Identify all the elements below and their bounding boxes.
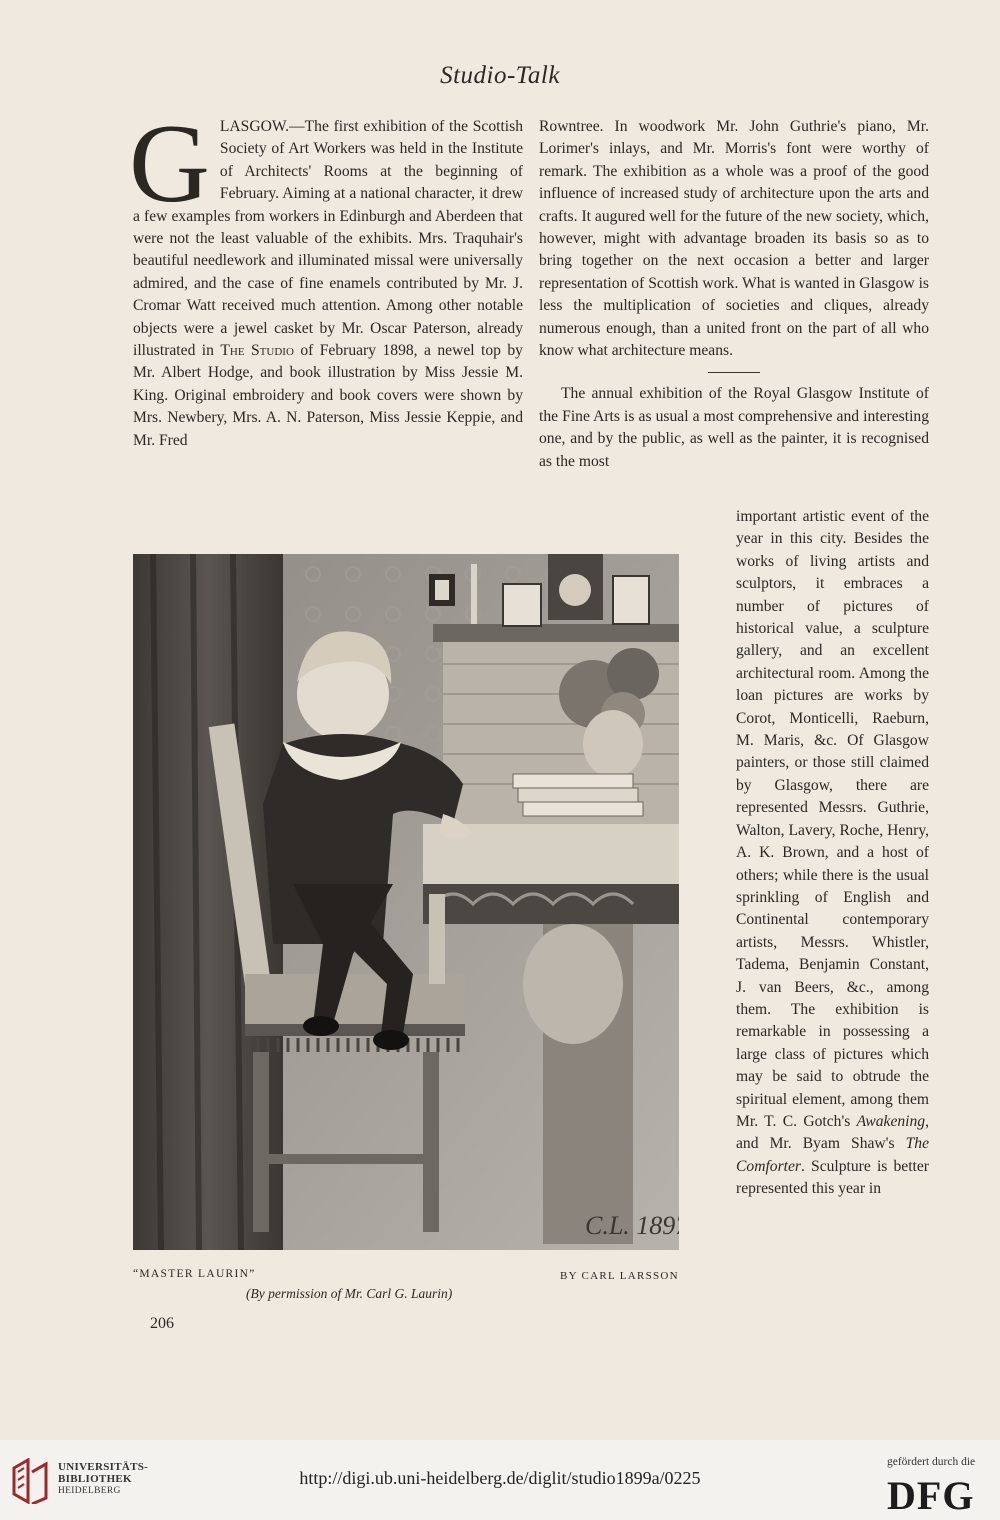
paragraph-1-continued: Rowntree. In woodwork Mr. John Guthrie's piano, Mr. Lorimer's inlays, and Mr. Morris's font were worthy of remark. The exhibition as a whole was a proof of the good influence of increased study of architecture upon the arts and crafts. It augured well for the future of the new society, which, however, might with advantage broaden its basis so as to bring together on the next occasion a better and larger representation of Scottish work. What is wanted in Glasgow is less the multiplication of societies and cliques, already numerous enough, than a united front on the part of all who know what architecture means. [539, 118, 929, 360]
illustration-master-laurin [133, 554, 679, 1250]
article-column-right [539, 116, 929, 473]
paragraph-1 [129, 102, 523, 452]
page-number: 206 [150, 1315, 174, 1332]
running-head: Studio-Talk [440, 62, 560, 89]
source-url-link[interactable]: http://digi.ub.uni-heidelberg.de/diglit/studio1899a/0225 [299, 1468, 701, 1488]
paragraph-1-text: —The first exhibition of the Scottish Society of Art Workers was held in the Institute of Architects' Rooms at the beginning of February. Aiming at a national character, it drew a few examples from workers in Edinburgh and Aberdeen that were not the least valuable of the exhibits. Mrs. Traquhair's beautiful needlework and illuminated missal were universally admired, and the case of fine enamels contributed by Mr. J. Cromar Watt received much attention. Among other notable objects were a jewel casket by Mr. Oscar Paterson, already illustrated in [133, 118, 523, 360]
magazine-name: The Studio [220, 342, 294, 360]
uni-line-3: HEIDELBERG [58, 1486, 121, 1496]
uni-line-1: UNIVERSITÄTS- [58, 1461, 149, 1473]
painting-image [133, 554, 679, 1250]
paragraph-2-text-c: . Sculpture is better represented this year in [736, 1157, 929, 1198]
dfg-logo: DFG [887, 1473, 975, 1518]
artwork-title-comforter: The Comforter [736, 1135, 929, 1175]
paragraph-2-narrow [736, 506, 929, 1201]
paragraph-1-text-end: of February 1898, a newel top by Mr. Albert Hodge, and book illustration by Miss Jessie M. King. Original embroidery and book covers were shown by Mrs. Newbery, Mrs. A. N. Paterson, Miss Jessie Keppie, and Mr. Fred [133, 342, 523, 449]
opening-word: LASGOW. [219, 118, 290, 135]
paragraph-2-text: important artistic event of the year in this city. Besides the works of living artists and sculptors, it embraces a number of pictures of historical value, a sculpture gallery, and an excellent architectural room. Among the loan pictures are works by Corot, Monticelli, Raeburn, M. Maris, &c. Of Glasgow painters, or those still claimed by Glasgow, there are represented Messrs. Guthrie, Walton, Lavery, Roche, Henry, A. K. Brown, and a host of others; while there is the usual sprinkling of English and Continental contemporary artists, Messrs. Whistler, Tadema, Benjamin Constant, J. van Beers, &c., among them. The exhibition is remarkable in possessing a large class of pictures which may be said to obtrude the spiritual element, among them Mr. T. C. Gotch's [736, 508, 929, 1130]
uni-line-2: BIBLIOTHEK [58, 1473, 132, 1485]
section-divider [708, 372, 760, 373]
paragraph-2-text-b: , and Mr. Byam Shaw's [736, 1112, 929, 1153]
painting-signature: C.L. 1897 [585, 1211, 679, 1240]
paragraph-2-wide: The annual exhibition of the Royal Glasgow Institute of the Fine Arts is as usual a most comprehensive and interesting one, and by the public, as well as the painter, it is recognised as the most [539, 385, 929, 470]
article-column-left [129, 102, 523, 452]
illustration-title: “MASTER LAURIN” [133, 1268, 256, 1280]
illustration-artist: BY CARL LARSSON [560, 1270, 679, 1282]
artwork-title-awakening: Awakening [856, 1112, 926, 1130]
drop-cap: G [129, 102, 210, 226]
illustration-credit: (By permission of Mr. Carl G. Laurin) [246, 1286, 453, 1301]
funding-note: gefördert durch die [887, 1456, 976, 1468]
article-column-narrow [736, 506, 929, 1201]
